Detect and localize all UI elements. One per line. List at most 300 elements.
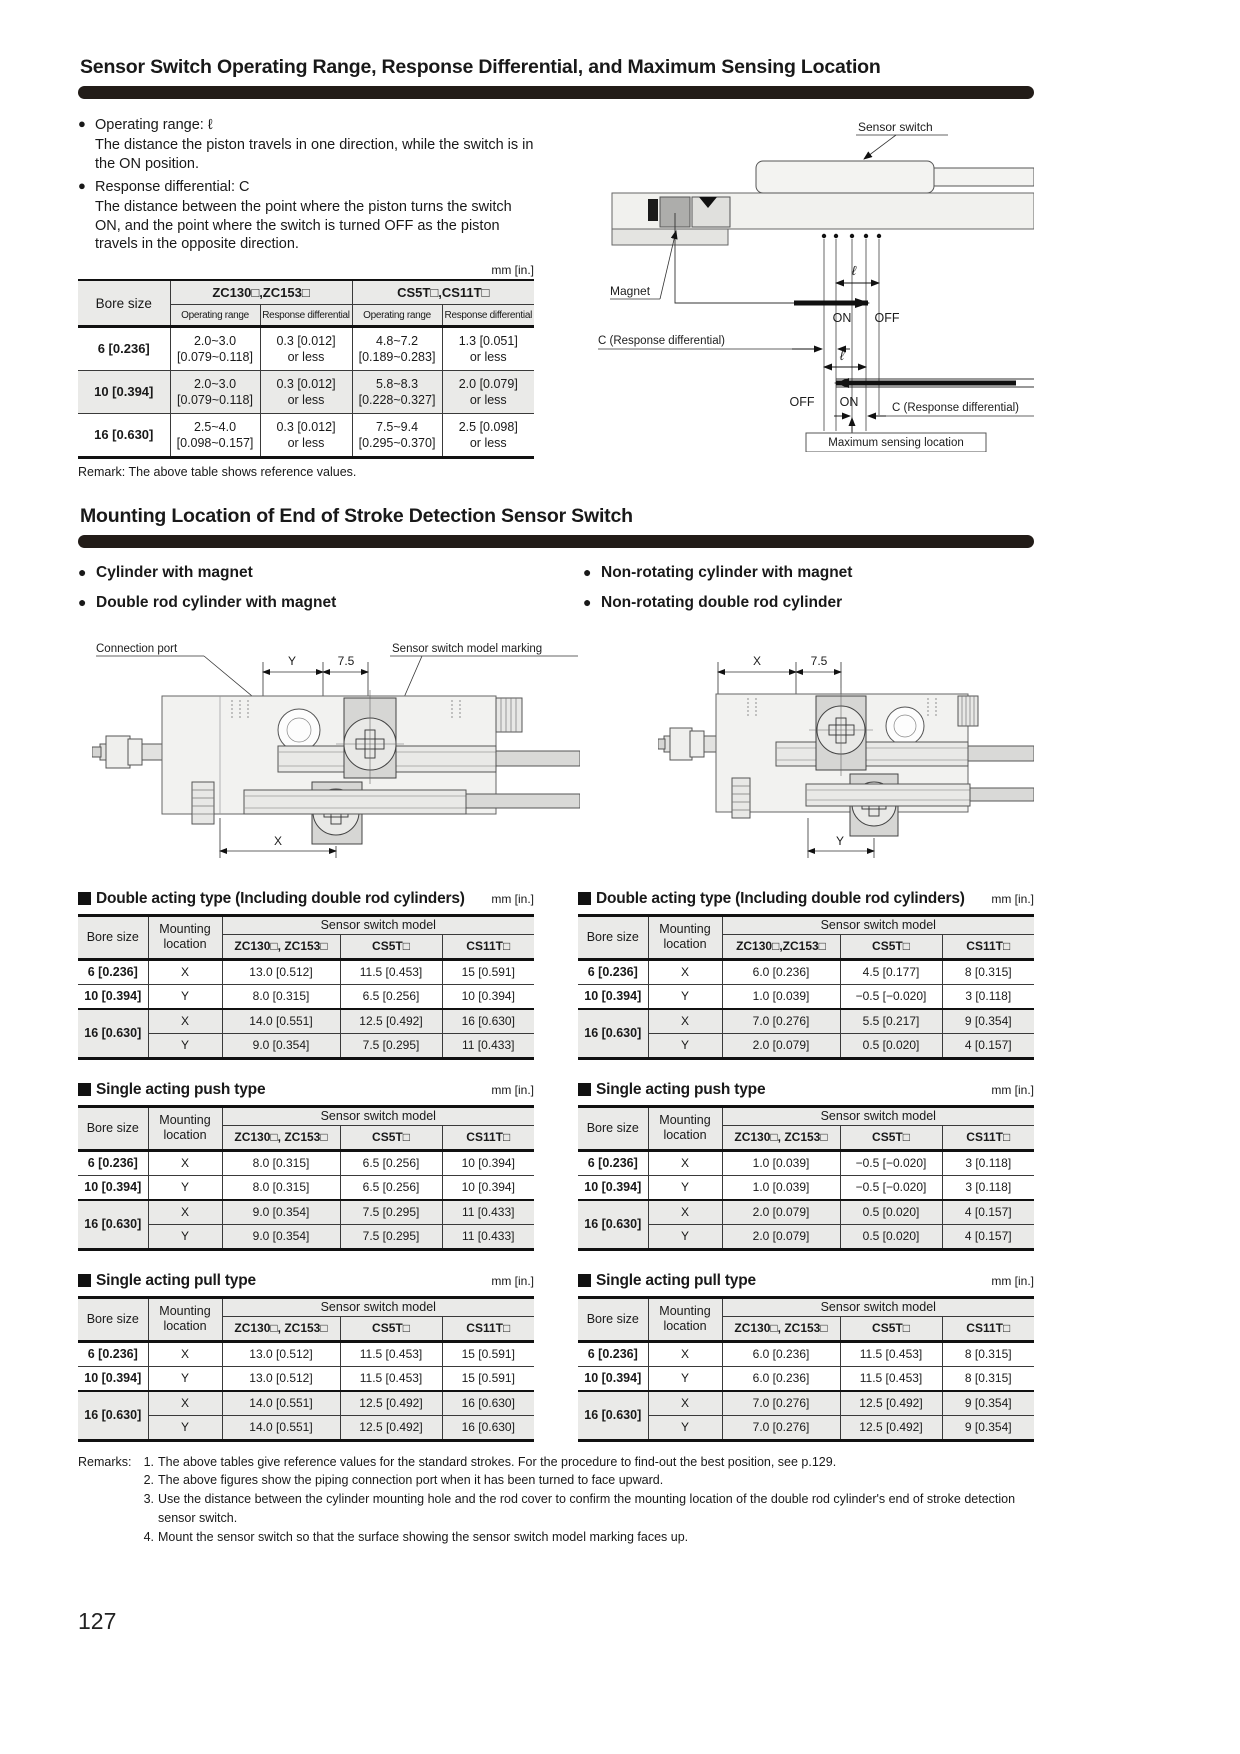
bore-size-cell: 16 [0.630] <box>78 1391 148 1441</box>
bore-size-header: Bore size <box>78 1297 148 1341</box>
bore-size-cell: 10 [0.394] <box>578 984 648 1009</box>
section1-left-column <box>78 115 550 479</box>
remarks-label-spacer <box>78 1528 140 1547</box>
bullet-double-rod-cylinder <box>78 593 583 613</box>
on-bottom-label: ON <box>839 395 859 409</box>
value-line: 2.0 [0.079] <box>458 377 518 391</box>
value-line: 1.3 [0.051] <box>458 334 518 348</box>
bullet-response-differential <box>78 177 550 198</box>
units-label: mm [in.] <box>491 263 534 278</box>
remarks-label-spacer <box>78 1471 140 1490</box>
value-cell: 11.5 [0.453] <box>840 1341 942 1366</box>
value-cell: 11.5 [0.453] <box>340 1341 442 1366</box>
table-row <box>78 371 534 414</box>
max-sensing-label: Maximum sensing location <box>828 437 964 449</box>
dim-x-label: X <box>752 653 762 668</box>
connection-port-label: Connection port <box>96 642 178 655</box>
cylinder-figure-left <box>92 632 580 864</box>
table-title: Single acting push type <box>596 1080 766 1098</box>
value-cell <box>442 327 534 371</box>
value-cell: 6.0 [0.236] <box>722 1366 840 1391</box>
magnet-label: Magnet <box>610 284 651 298</box>
units-label: mm [in.] <box>491 891 534 906</box>
value-cell: 12.5 [0.492] <box>340 1391 442 1416</box>
bullet-icon: ● <box>583 564 592 581</box>
table-row <box>578 1175 1034 1200</box>
table-body <box>78 1150 534 1249</box>
bore-size-cell: 10 [0.394] <box>578 1175 648 1200</box>
mounting-location-cell: X <box>648 1150 722 1175</box>
bore-size-cell: 10 [0.394] <box>78 984 148 1009</box>
mounting-location-cell: X <box>648 1341 722 1366</box>
black-square-marker <box>78 1274 91 1287</box>
units-label: mm [in.] <box>991 891 1034 906</box>
cylinder-figure-right <box>658 632 1034 864</box>
bullets-right <box>583 563 852 623</box>
value-line: or less <box>287 436 325 451</box>
model-column-header: ZC130□, ZC153□ <box>722 1316 840 1341</box>
mounting-location-cell: Y <box>648 1366 722 1391</box>
mounting-table-container <box>578 1105 1034 1251</box>
remark-line <box>78 1490 1018 1528</box>
value-cell: 11 [0.433] <box>442 1033 534 1058</box>
value-cell: 6.0 [0.236] <box>722 959 840 984</box>
dim-75-label: 7.5 <box>810 653 828 668</box>
value-line: 5.8~8.3 <box>375 377 419 391</box>
value-cell: 12.5 [0.492] <box>340 1009 442 1034</box>
remark-text: The above figures show the piping connection port when it has been turned to face upward. <box>158 1473 664 1488</box>
mounting-table <box>578 1296 1034 1442</box>
mounting-location-cell: Y <box>148 1366 222 1391</box>
value-cell <box>260 371 352 414</box>
value-cell: 0.5 [0.020] <box>840 1224 942 1249</box>
bullet-text: Double rod cylinder with magnet <box>96 594 337 612</box>
table-remark: Remark: The above table shows reference values. <box>78 465 357 480</box>
dim-y-label: Y <box>835 833 845 848</box>
value-cell: 16 [0.630] <box>442 1415 534 1440</box>
value-cell: 15 [0.591] <box>442 1341 534 1366</box>
dim-y-label: Y <box>287 653 297 668</box>
value-line: 2.0~3.0 <box>193 334 237 348</box>
bore-size-cell: 6 [0.236] <box>578 1150 648 1175</box>
value-cell <box>442 414 534 458</box>
units-label: mm [in.] <box>491 1082 534 1097</box>
c-left-label: C (Response differential) <box>598 335 725 347</box>
header-row <box>578 1106 1034 1125</box>
table-title: Double acting type (Including double rod cylinders) <box>596 889 965 907</box>
table-title: Single acting push type <box>96 1080 266 1098</box>
bullet-title: Response differential: C <box>95 178 250 195</box>
value-line: or less <box>469 436 507 451</box>
value-cell: 12.5 [0.492] <box>840 1391 942 1416</box>
value-cell <box>260 327 352 371</box>
sensor-switch-model-header: Sensor switch model <box>222 1106 534 1125</box>
sub-header: Operating range <box>352 305 442 327</box>
remarks-label-spacer <box>78 1490 140 1528</box>
bullet-text: Cylinder with magnet <box>96 564 253 582</box>
value-cell: 9.0 [0.354] <box>222 1224 340 1249</box>
mounting-location-cell: X <box>148 1009 222 1034</box>
sensor-switch-shape <box>756 161 1034 193</box>
table-row <box>78 1009 534 1034</box>
bore-size-header: Bore size <box>578 915 648 959</box>
off-top-label: OFF <box>874 311 900 325</box>
section2-title-bar <box>78 535 1034 548</box>
section2-title: Mounting Location of End of Stroke Detection Sensor Switch <box>80 505 633 528</box>
bullet-body: The distance between the point where the piston turns the switch ON, and the point where the switch is turned OFF as the piston travels in the opposite direction. <box>95 198 512 253</box>
value-cell: 6.5 [0.256] <box>340 1150 442 1175</box>
bore-size-cell: 6 [0.236] <box>578 1341 648 1366</box>
table-block <box>78 1272 534 1442</box>
table-title-row <box>78 890 534 908</box>
table-row <box>78 1150 534 1175</box>
mounting-table-container <box>78 914 534 1060</box>
table-head <box>578 915 1034 959</box>
value-line: 0.3 [0.012] <box>276 377 336 391</box>
value-cell: 9 [0.354] <box>942 1009 1034 1034</box>
value-cell: 7.5 [0.295] <box>340 1224 442 1249</box>
mounting-location-cell: X <box>148 1341 222 1366</box>
value-line: [0.189~0.283] <box>358 350 436 365</box>
header-row <box>78 915 534 934</box>
table-row <box>78 1391 534 1416</box>
model-column-header: CS5T□ <box>340 934 442 959</box>
remark-number: 4. <box>143 1529 154 1544</box>
mounting-table-container <box>78 1105 534 1251</box>
value-cell: 12.5 [0.492] <box>840 1415 942 1440</box>
value-cell: 10 [0.394] <box>442 1150 534 1175</box>
value-cell: 9 [0.354] <box>942 1415 1034 1440</box>
mounting-location-header: Mounting location <box>148 915 222 959</box>
mounting-location-cell: X <box>148 1391 222 1416</box>
mounting-location-cell: Y <box>148 1175 222 1200</box>
bullet-text: Non-rotating cylinder with magnet <box>601 564 853 582</box>
value-line: [0.098~0.157] <box>176 436 254 451</box>
mounting-table <box>78 1296 534 1442</box>
value-cell <box>170 327 260 371</box>
single-acting-pull-tables-row <box>78 1272 1034 1442</box>
value-cell: 8 [0.315] <box>942 1366 1034 1391</box>
value-cell: 1.0 [0.039] <box>722 1175 840 1200</box>
value-cell: 0.5 [0.020] <box>840 1200 942 1225</box>
value-cell: 4 [0.157] <box>942 1033 1034 1058</box>
section2-bullets <box>78 563 1034 623</box>
value-cell <box>442 371 534 414</box>
value-cell <box>352 327 442 371</box>
value-cell: 8.0 [0.315] <box>222 984 340 1009</box>
value-cell: 11.5 [0.453] <box>840 1366 942 1391</box>
table-head <box>78 1297 534 1341</box>
remark-line <box>78 1471 1018 1490</box>
value-cell: 3 [0.118] <box>942 1150 1034 1175</box>
table-block <box>78 890 534 1060</box>
units-label: mm [in.] <box>491 1273 534 1288</box>
table-body <box>578 1341 1034 1440</box>
value-cell: 8.0 [0.315] <box>222 1175 340 1200</box>
value-cell <box>170 414 260 458</box>
table-row <box>578 1391 1034 1416</box>
value-cell: 4 [0.157] <box>942 1224 1034 1249</box>
model-column-header: CS11T□ <box>942 934 1034 959</box>
sensor-switch-model-header: Sensor switch model <box>222 1297 534 1316</box>
remark-line <box>78 1528 1018 1547</box>
value-cell: 5.5 [0.217] <box>840 1009 942 1034</box>
value-cell: −0.5 [−0.020] <box>840 1175 942 1200</box>
value-line: 2.5 [0.098] <box>458 420 518 434</box>
section1-title: Sensor Switch Operating Range, Response Differential, and Maximum Sensing Location <box>80 56 881 78</box>
model-column-header: CS5T□ <box>340 1125 442 1150</box>
value-cell: −0.5 [−0.020] <box>840 1150 942 1175</box>
model-column-header: ZC130□,ZC153□ <box>722 934 840 959</box>
bore-size-cell: 16 [0.630] <box>578 1200 648 1250</box>
value-cell: 4.5 [0.177] <box>840 959 942 984</box>
table-head <box>578 1297 1034 1341</box>
return-travel-annotation <box>790 348 1035 409</box>
bullets-left <box>78 563 583 623</box>
table-row <box>78 1175 534 1200</box>
value-line: 0.3 [0.012] <box>276 334 336 348</box>
section2 <box>78 505 1034 1546</box>
dim-75-label: 7.5 <box>337 653 355 668</box>
value-cell <box>170 371 260 414</box>
table-body <box>78 959 534 1058</box>
bullet-icon: ● <box>78 564 87 581</box>
table-block <box>78 1081 534 1251</box>
table-row <box>578 984 1034 1009</box>
mounting-location-cell: X <box>648 1009 722 1034</box>
table-row <box>78 414 534 458</box>
table-body <box>578 1150 1034 1249</box>
bore-size-cell: 16 [0.630] <box>578 1391 648 1441</box>
table-title-row <box>78 1081 534 1099</box>
value-line: 4.8~7.2 <box>375 334 419 348</box>
header-row <box>78 280 534 305</box>
remark-number: 2. <box>143 1473 154 1488</box>
mounting-location-cell: Y <box>648 1033 722 1058</box>
bullet-non-rotating-double-rod <box>583 593 852 613</box>
value-cell: 4 [0.157] <box>942 1200 1034 1225</box>
mounting-location-cell: Y <box>148 984 222 1009</box>
page-number: 127 <box>78 1608 117 1634</box>
cylinder-drawing <box>658 688 1034 836</box>
value-cell: 11 [0.433] <box>442 1200 534 1225</box>
model-column-header: CS11T□ <box>442 1125 534 1150</box>
table-row <box>578 959 1034 984</box>
remarks-block <box>78 1453 1018 1547</box>
value-cell: 14.0 [0.551] <box>222 1391 340 1416</box>
value-cell: 6.5 [0.256] <box>340 1175 442 1200</box>
value-cell: 3 [0.118] <box>942 1175 1034 1200</box>
bore-size-cell: 10 [0.394] <box>78 1366 148 1391</box>
value-cell <box>352 371 442 414</box>
mounting-table <box>78 914 534 1060</box>
table-title-row <box>578 890 1034 908</box>
value-cell: 15 [0.591] <box>442 959 534 984</box>
header-row <box>78 1106 534 1125</box>
model-column-header: CS11T□ <box>442 1316 534 1341</box>
mounting-location-header: Mounting location <box>648 1297 722 1341</box>
value-cell: −0.5 [−0.020] <box>840 984 942 1009</box>
mounting-table-container <box>578 914 1034 1060</box>
table-row <box>78 327 534 371</box>
mounting-location-cell: Y <box>148 1224 222 1249</box>
dim-x-label: X <box>273 833 283 848</box>
table-row <box>78 1341 534 1366</box>
remark-line <box>78 1453 1018 1472</box>
bore-size-cell: 6 [0.236] <box>78 1341 148 1366</box>
value-cell: 6.5 [0.256] <box>340 984 442 1009</box>
sub-header: Response differential <box>442 305 534 327</box>
header-row <box>578 1297 1034 1316</box>
value-line: or less <box>287 350 325 365</box>
table-block <box>578 890 1034 1060</box>
operating-range-diagram <box>596 117 1034 452</box>
table-title-row <box>578 1272 1034 1290</box>
ell-bottom-label: ℓ <box>839 348 845 363</box>
value-cell: 1.0 [0.039] <box>722 1150 840 1175</box>
table-row <box>78 1200 534 1225</box>
header-row <box>578 915 1034 934</box>
value-cell: 16 [0.630] <box>442 1009 534 1034</box>
value-cell: 14.0 [0.551] <box>222 1415 340 1440</box>
bore-size-cell: 6 [0.236] <box>78 959 148 984</box>
table-block <box>578 1272 1034 1442</box>
table-title-row <box>78 1272 534 1290</box>
bore-size-cell: 10 [0.394] <box>578 1366 648 1391</box>
remark-text: The above tables give reference values for the standard strokes. For the procedure to find-out the best position, see p.129. <box>158 1454 837 1469</box>
bore-size-cell: 16 [0.630] <box>578 1009 648 1059</box>
mounting-location-cell: X <box>148 959 222 984</box>
mounting-location-cell: Y <box>648 984 722 1009</box>
value-cell: 13.0 [0.512] <box>222 1341 340 1366</box>
value-cell: 2.0 [0.079] <box>722 1033 840 1058</box>
bore-size-cell: 6 [0.236] <box>78 1150 148 1175</box>
header-row <box>78 1297 534 1316</box>
value-cell: 13.0 [0.512] <box>222 1366 340 1391</box>
table-head <box>78 915 534 959</box>
mounting-location-cell: X <box>148 1150 222 1175</box>
page-content <box>78 56 1034 1546</box>
value-cell: 2.0 [0.079] <box>722 1200 840 1225</box>
bullet-cylinder-with-magnet <box>78 563 583 583</box>
table-row <box>578 1200 1034 1225</box>
bullet-title: Operating range: ℓ <box>95 117 213 133</box>
remark-number: 1. <box>143 1454 154 1469</box>
ell-top-label: ℓ <box>851 263 857 278</box>
value-cell: 13.0 [0.512] <box>222 959 340 984</box>
table-row <box>578 1009 1034 1034</box>
value-cell: 7.0 [0.276] <box>722 1415 840 1440</box>
value-line: or less <box>469 393 507 408</box>
bore-size-cell: 16 [0.630] <box>78 1009 148 1059</box>
double-acting-tables-row <box>78 890 1034 1060</box>
mounting-location-cell: Y <box>648 1224 722 1249</box>
value-cell: 7.0 [0.276] <box>722 1009 840 1034</box>
table-row <box>78 1366 534 1391</box>
sensor-switch-model-header: Sensor switch model <box>722 1297 1034 1316</box>
mounting-location-cell: Y <box>648 1415 722 1440</box>
cylinder-drawing <box>92 690 580 844</box>
units-label: mm [in.] <box>991 1273 1034 1288</box>
table-title: Single acting pull type <box>96 1271 256 1289</box>
bullet-text: Non-rotating double rod cylinder <box>601 594 843 612</box>
section1-title-bar <box>78 86 1034 99</box>
value-cell: 11.5 [0.453] <box>340 959 442 984</box>
operating-range-table <box>78 279 534 459</box>
section1-diagram-column <box>596 115 1034 479</box>
value-cell: 2.0 [0.079] <box>722 1224 840 1249</box>
bullet-icon: ● <box>78 177 86 193</box>
table-block <box>578 1081 1034 1251</box>
value-cell: 15 [0.591] <box>442 1366 534 1391</box>
model-column-header: CS5T□ <box>840 1125 942 1150</box>
value-cell: 7.5 [0.295] <box>340 1033 442 1058</box>
table-head <box>78 1106 534 1150</box>
value-cell <box>260 414 352 458</box>
bore-size-cell: 16 [0.630] <box>78 1200 148 1250</box>
model-column-header: CS5T□ <box>840 1316 942 1341</box>
bore-size-cell: 6 [0.236] <box>78 327 170 371</box>
value-cell: 8 [0.315] <box>942 1341 1034 1366</box>
table-head <box>78 280 534 327</box>
table-head <box>578 1106 1034 1150</box>
value-line: [0.295~0.370] <box>358 436 436 451</box>
value-line: or less <box>469 350 507 365</box>
remark-text: Mount the sensor switch so that the surface showing the sensor switch model marking faces up. <box>158 1529 689 1544</box>
value-cell: 14.0 [0.551] <box>222 1009 340 1034</box>
off-bottom-label: OFF <box>789 395 815 409</box>
model-column-header: ZC130□, ZC153□ <box>222 1316 340 1341</box>
black-square-marker <box>578 892 591 905</box>
value-line: or less <box>287 393 325 408</box>
table-body <box>78 1341 534 1440</box>
bore-size-header: Bore size <box>78 1106 148 1150</box>
sensor-switch-model-header: Sensor switch model <box>222 915 534 934</box>
model-column-header: ZC130□, ZC153□ <box>722 1125 840 1150</box>
table-row <box>578 1150 1034 1175</box>
bore-size-cell: 10 [0.394] <box>78 1175 148 1200</box>
bore-size-cell: 16 [0.630] <box>78 414 170 458</box>
value-cell: 7.5 [0.295] <box>340 1200 442 1225</box>
figure-right <box>658 632 1034 869</box>
value-line: [0.079~0.118] <box>177 350 253 365</box>
value-cell: 9.0 [0.354] <box>222 1033 340 1058</box>
mounting-table-container <box>578 1296 1034 1442</box>
value-cell: 16 [0.630] <box>442 1391 534 1416</box>
mounting-location-cell: X <box>648 1391 722 1416</box>
value-cell: 8 [0.315] <box>942 959 1034 984</box>
remark-number: 3. <box>143 1492 154 1507</box>
table-row <box>578 1341 1034 1366</box>
model-marking-label: Sensor switch model marking <box>392 642 543 655</box>
mounting-table <box>578 1105 1034 1251</box>
figure-left <box>92 632 580 869</box>
value-line: [0.228~0.327] <box>358 393 436 408</box>
mounting-location-header: Mounting location <box>148 1297 222 1341</box>
bullet-icon: ● <box>78 116 86 131</box>
sub-header: Response differential <box>260 305 352 327</box>
bore-size-cell: 10 [0.394] <box>78 371 170 414</box>
mounting-location-header: Mounting location <box>648 915 722 959</box>
bullet-icon: ● <box>78 594 87 611</box>
section1-body <box>78 115 1034 479</box>
sensor-switch-model-header: Sensor switch model <box>722 915 1034 934</box>
remarks-label: Remarks: <box>78 1454 132 1469</box>
bullet-icon: ● <box>583 594 592 611</box>
value-cell: 12.5 [0.492] <box>340 1415 442 1440</box>
table-title: Double acting type (Including double rod cylinders) <box>96 889 465 907</box>
on-top-label: ON <box>832 311 852 325</box>
